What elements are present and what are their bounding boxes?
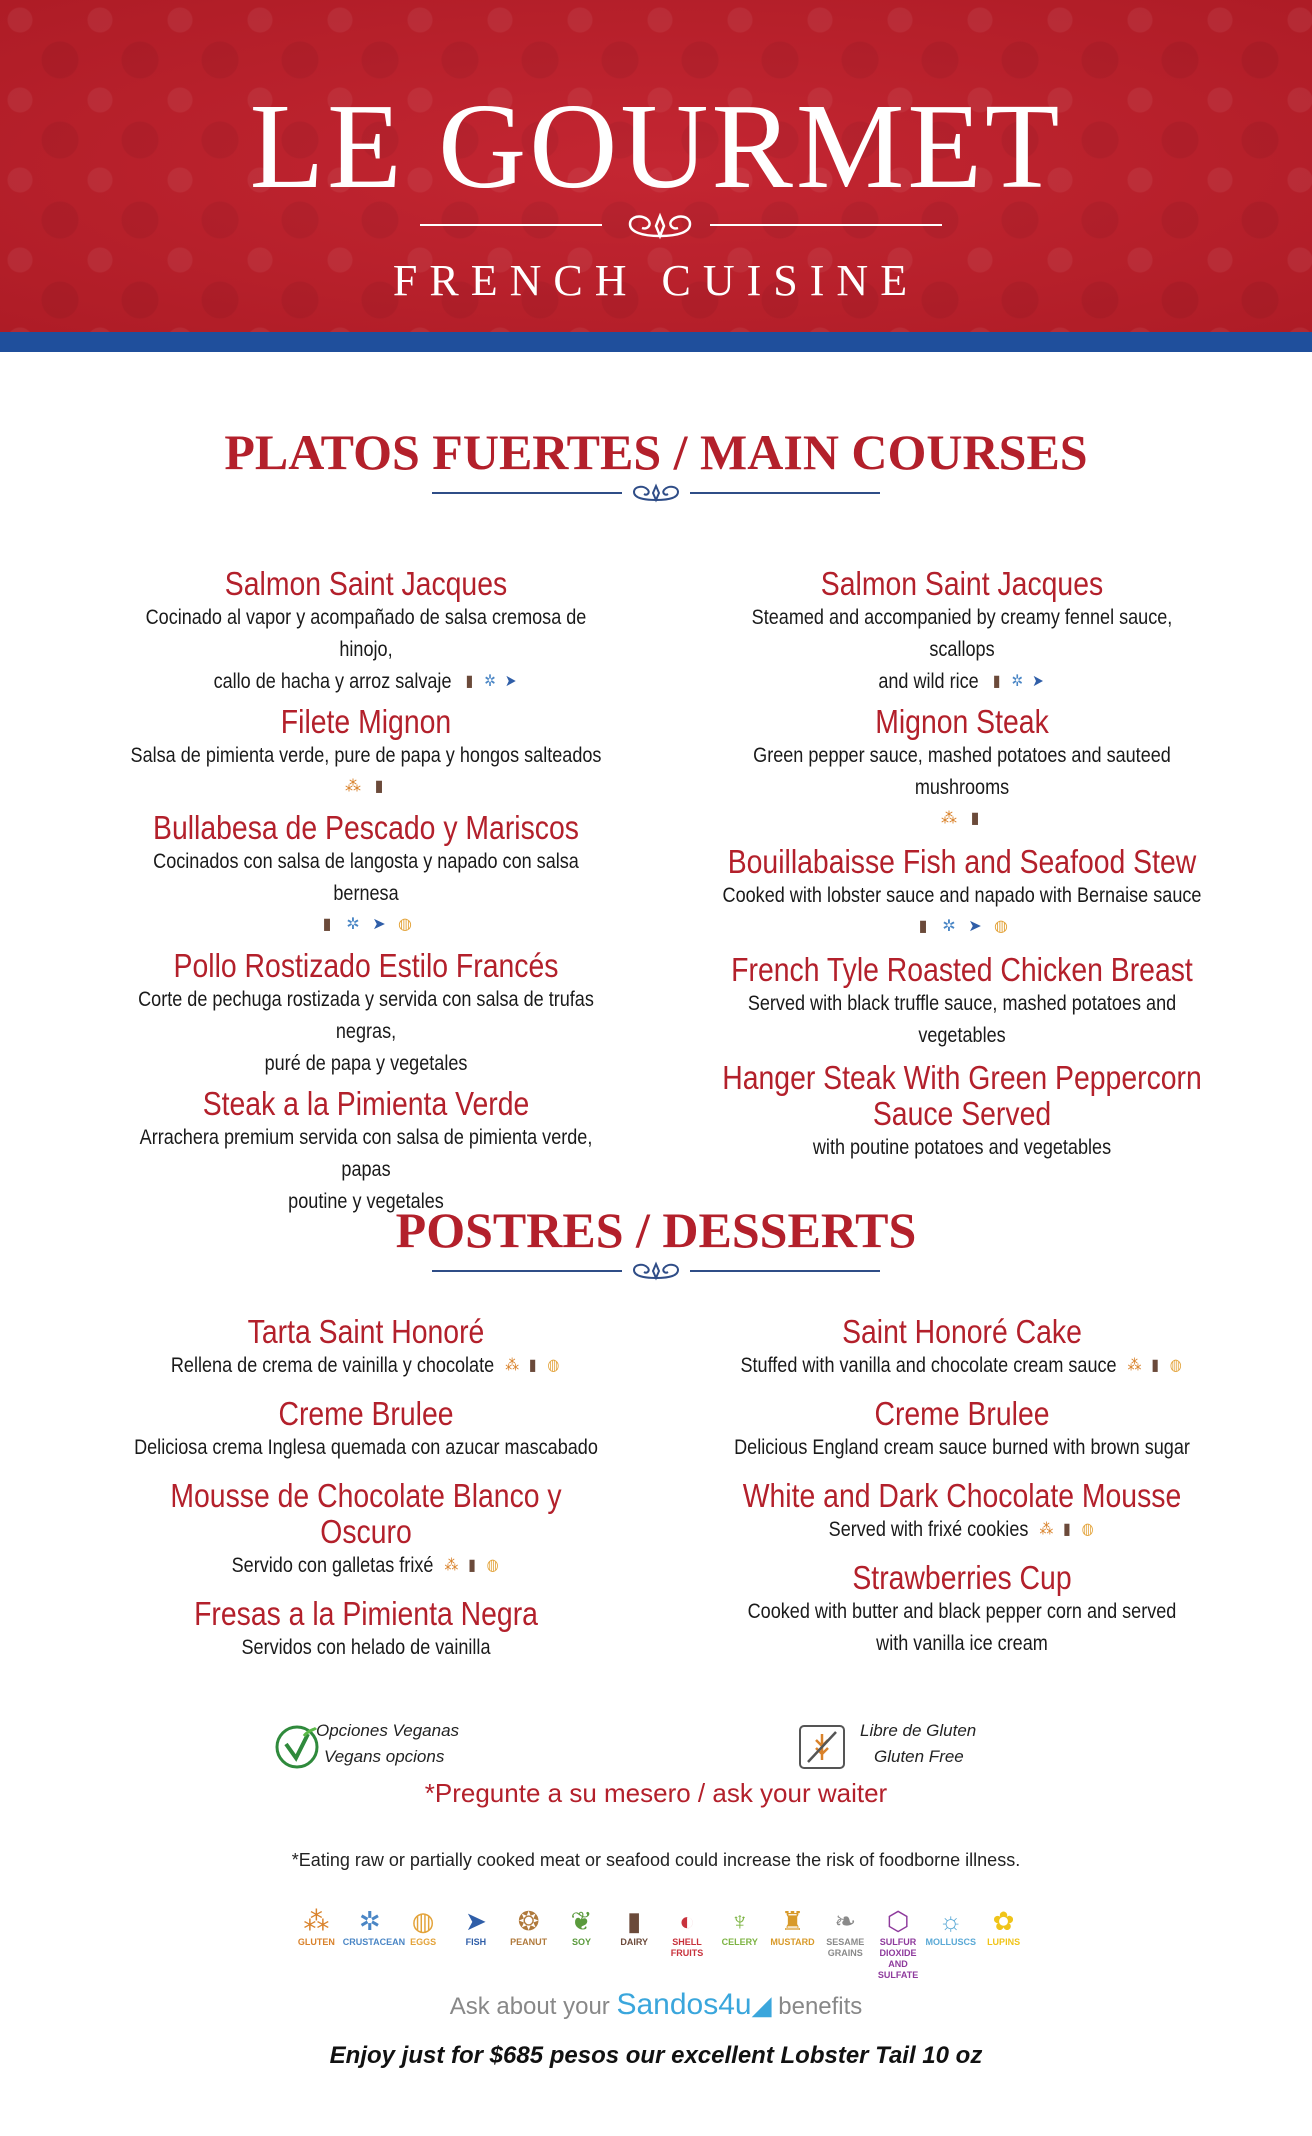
dairy-icon: ▮ (627, 1906, 642, 1936)
dairy-icon: ▮ (374, 778, 384, 795)
fish-icon: ➤ (1032, 673, 1044, 691)
dish-description: and wild rice ▮ ✲ ➤ (878, 670, 1044, 693)
dairy-icon: ▮ (970, 810, 980, 827)
desserts-es (86, 1314, 646, 1664)
gluten-free-legend: Libre de Gluten Gluten Free (860, 1721, 977, 1766)
lupins-icon: ✿ (992, 1906, 1015, 1936)
dessert-name: Creme Brulee (874, 1395, 1050, 1432)
dessert-description: Servidos con helado de vainilla (241, 1636, 491, 1659)
fish-icon: ➤ (372, 916, 386, 933)
dairy-icon: ▮ (918, 918, 928, 935)
dish-name: Mignon Steak (875, 703, 1049, 740)
allergen-dairy: ▮ DAIRY (608, 1905, 661, 1981)
dish-name: Sauce Served (872, 1095, 1052, 1132)
dish-name: Salmon Saint Jacques (224, 565, 508, 602)
soy-icon: ❦ (570, 1906, 593, 1936)
dish-name: Steak a la Pimienta Verde (202, 1085, 530, 1122)
celery-icon: ♆ (729, 1906, 750, 1936)
eggs-icon: ◍ (486, 1557, 499, 1575)
allergen-icons (682, 912, 1242, 942)
section-divider-right (690, 1270, 880, 1272)
gluten-icon: ⁂ (505, 1357, 519, 1375)
main-courses-en (682, 566, 1242, 1164)
sandos-logo: Sandos4u (616, 1988, 752, 2021)
allergen-gluten: ⁂ GLUTEN (290, 1905, 343, 1981)
dish-description: Served with black truffle sauce, mashed potatoes and (747, 992, 1177, 1015)
main-courses-title: PLATOS FUERTES / MAIN COURSES (224, 424, 1088, 480)
header-divider-left (420, 224, 602, 226)
allergen-peanut: ❂ PEANUT (502, 1905, 555, 1981)
dish-description: Cooked with lobster sauce and napado with Bernaise sauce (722, 884, 1202, 907)
main-courses-es (86, 566, 646, 1218)
dairy-icon: ▮ (322, 916, 332, 933)
dessert-description: Rellena de crema de vainilla y chocolate ⁂ ▮ ◍ (170, 1354, 560, 1377)
allergen-icons (86, 772, 646, 802)
sandos-swoosh-icon: ◢ (751, 1990, 772, 2020)
dessert-name: Strawberries Cup (852, 1559, 1072, 1596)
sulfur-icon: ⬡ (886, 1906, 910, 1936)
dish-description: vegetables (918, 1024, 1006, 1047)
gluten-icon: ⁂ (941, 810, 957, 827)
vegan-icon (274, 1724, 320, 1770)
dish-description: Steamed and accompanied by creamy fennel sauce, scallops (751, 606, 1173, 661)
dessert-name: Mousse de Chocolate Blanco y Oscuro (170, 1477, 562, 1550)
dessert-description: Deliciosa crema Inglesa quemada con azucar mascabado (134, 1436, 598, 1459)
fish-icon: ➤ (504, 673, 517, 691)
dairy-icon: ▮ (1063, 1521, 1071, 1539)
eggs-icon: ◍ (411, 1906, 435, 1936)
allergen-crustacean: ✲ CRUSTACEAN (342, 1906, 406, 1947)
allergen-sulfur: ⬡ SULFUR DIOXIDE AND SULFATE (872, 1905, 925, 1981)
sandos-promo: Ask about your Sandos4u◢ benefits (449, 1988, 863, 2021)
eggs-icon: ◍ (398, 916, 412, 933)
dessert-name: Fresas a la Pimienta Negra (194, 1595, 538, 1632)
allergen-eggs: ◍ EGGS (397, 1905, 450, 1981)
gluten-icon: ⁂ (345, 778, 361, 795)
dessert-name: White and Dark Chocolate Mousse (742, 1477, 1182, 1514)
dessert-name: Saint Honoré Cake (842, 1313, 1082, 1350)
dish-description: Salsa de pimienta verde, pure de papa y hongos salteados (130, 744, 602, 767)
dessert-name: Tarta Saint Honoré (247, 1313, 485, 1350)
dairy-icon: ▮ (465, 673, 474, 691)
dessert-name: Creme Brulee (278, 1395, 454, 1432)
allergen-soy: ❦ SOY (555, 1905, 608, 1981)
dairy-icon: ▮ (1151, 1357, 1159, 1375)
crustacean-icon: ✲ (346, 916, 360, 933)
dish-name: Salmon Saint Jacques (820, 565, 1104, 602)
eggs-icon: ◍ (1169, 1357, 1182, 1375)
eggs-icon: ◍ (994, 918, 1008, 935)
shell-fruits-icon: ◐ (679, 1906, 695, 1936)
food-safety-disclaimer: *Eating raw or partially cooked meat or seafood could increase the risk of foodborne illness. (291, 1850, 1021, 1870)
gluten-free-icon (798, 1724, 846, 1770)
dish-description: Arrachera premium servida con salsa de pimienta verde, papas (139, 1126, 593, 1181)
restaurant-name: LE GOURMET (249, 79, 1063, 214)
dish-description: Green pepper sauce, mashed potatoes and sauteed mushrooms (753, 744, 1171, 799)
fish-icon: ➤ (968, 918, 982, 935)
dish-description: puré de papa y vegetales (264, 1052, 468, 1075)
allergen-molluscs: ☼ MOLLUSCS (925, 1906, 977, 1947)
header-divider-right (710, 224, 942, 226)
dish-name: French Tyle Roasted Chicken Breast (731, 951, 1193, 988)
section-divider-left (432, 1270, 622, 1272)
mustard-icon: ♜ (780, 1906, 805, 1936)
crustacean-icon: ✲ (1011, 673, 1024, 691)
dish-description: poutine y vegetales (288, 1190, 444, 1213)
ornament-icon (624, 480, 688, 506)
header-blue-band (0, 332, 1312, 352)
allergen-shell-fruits: ◐ SHELL FRUITS (661, 1905, 714, 1981)
ornament-icon (624, 1258, 688, 1284)
allergen-legend (290, 1905, 1030, 1981)
crustacean-icon: ✲ (484, 673, 496, 691)
dish-description: with poutine potatoes and vegetables (812, 1136, 1112, 1159)
restaurant-subtitle: FRENCH CUISINE (392, 256, 920, 305)
dish-name: Filete Mignon (280, 703, 452, 740)
eggs-icon: ◍ (547, 1357, 560, 1375)
dessert-description: with vanilla ice cream (876, 1632, 1048, 1655)
ask-waiter-note: *Pregunte a su mesero / ask your waiter (424, 1778, 888, 1808)
gluten-icon: ⁂ (1127, 1357, 1142, 1375)
molluscs-icon: ☼ (938, 1906, 963, 1936)
dish-description: Cocinado al vapor y acompañado de salsa cremosa de hinojo, (145, 606, 587, 661)
lobster-offer: Enjoy just for $685 pesos our excellent Lobster Tail 10 oz (329, 2042, 983, 2069)
allergen-mustard: ♜ MUSTARD (766, 1905, 819, 1981)
dish-name: Bouillabaisse Fish and Seafood Stew (727, 843, 1197, 880)
ornament-icon (612, 206, 708, 246)
allergen-celery: ♆ CELERY (713, 1905, 766, 1981)
dairy-icon: ▮ (992, 673, 1001, 691)
allergen-icons (86, 910, 646, 940)
dessert-description: Servido con galletas frixé ⁂ ▮ ◍ (231, 1554, 499, 1577)
section-divider-right (690, 492, 880, 494)
desserts-en (682, 1314, 1242, 1660)
crustacean-icon: ✲ (942, 918, 956, 935)
fish-icon: ➤ (465, 1906, 487, 1936)
eggs-icon: ◍ (1081, 1521, 1094, 1539)
dessert-description: Served with frixé cookies ⁂ ▮ ◍ (828, 1518, 1094, 1541)
crustacean-icon: ✲ (358, 1906, 381, 1936)
desserts-title: POSTRES / DESSERTS (395, 1202, 917, 1258)
dessert-description: Cooked with butter and black pepper corn and served (747, 1600, 1177, 1623)
dish-description: callo de hacha y arroz salvaje ▮ ✲ ➤ (213, 670, 517, 693)
gluten-icon: ⁂ (444, 1557, 459, 1575)
dish-name: Pollo Rostizado Estilo Francés (173, 947, 559, 984)
dish-name: Bullabesa de Pescado y Mariscos (153, 809, 579, 846)
dessert-description: Stuffed with vanilla and chocolate cream sauce ⁂ ▮ ◍ (740, 1354, 1182, 1377)
allergen-lupins: ✿ LUPINS (977, 1905, 1030, 1981)
peanut-icon: ❂ (517, 1906, 540, 1936)
gluten-icon: ⁂ (303, 1906, 330, 1936)
dairy-icon: ▮ (528, 1357, 537, 1375)
allergen-icons (682, 804, 1242, 834)
dish-description: Cocinados con salsa de langosta y napado con salsa bernesa (153, 850, 579, 905)
sesame-icon: ❧ (834, 1906, 857, 1936)
dessert-description: Delicious England cream sauce burned with brown sugar (734, 1436, 1190, 1459)
allergen-sesame: ❧ SESAME GRAINS (819, 1905, 872, 1981)
section-divider-left (432, 492, 622, 494)
allergen-fish: ➤ FISH (450, 1905, 503, 1981)
dish-name: Hanger Steak With Green Peppercorn (722, 1059, 1202, 1096)
dish-description: Corte de pechuga rostizada y servida con salsa de trufas negras, (138, 988, 594, 1043)
vegan-legend: Opciones Veganas Vegans opcions (316, 1721, 460, 1766)
gluten-icon: ⁂ (1039, 1521, 1054, 1539)
dairy-icon: ▮ (468, 1557, 476, 1575)
